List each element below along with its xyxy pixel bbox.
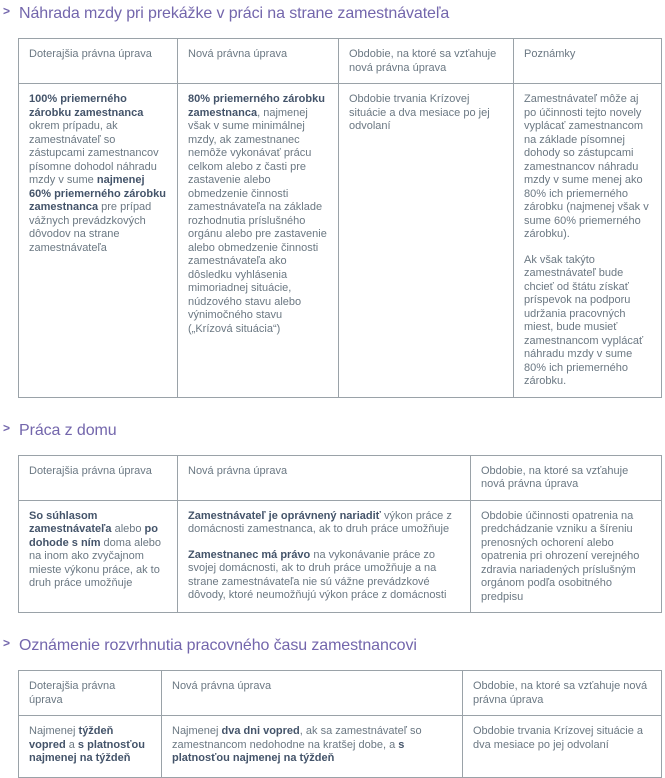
table-nahrada-mzdy <box>18 38 662 398</box>
text-run: pre prípad vážnych prevádzkových dôvodov na strane zamestnávateľa <box>29 201 152 254</box>
column-header: Nová právna úprava <box>178 455 471 500</box>
cell-paragraph <box>524 254 651 389</box>
table-cell <box>514 84 662 398</box>
cell-paragraph <box>29 93 167 255</box>
table-cell <box>339 84 514 398</box>
text-run: 100% priemerného zárobku zamestnanca <box>29 93 144 119</box>
section-title: Náhrada mzdy pri prekážke v práci na strane zamestnávateľa <box>19 5 450 22</box>
table-header-row <box>19 455 662 500</box>
table-body <box>19 500 662 613</box>
text-run: a <box>65 738 78 751</box>
text-run: Najmenej <box>172 725 222 737</box>
table-cell <box>471 500 662 613</box>
column-header: Nová právna úprava <box>178 39 339 84</box>
table-header-row <box>19 39 662 84</box>
text-run: výkon práce z domácnosti zamestnanca, ak to druh práce umožňuje <box>188 509 452 535</box>
section-heading <box>3 636 661 655</box>
text-run: najmenej 60% priemerného zárobku zamestnanca <box>29 174 166 213</box>
cell-paragraph <box>188 93 328 336</box>
section-praca-z-domu <box>3 421 661 614</box>
text-run: So súhlasom zamestnávateľa <box>29 509 112 535</box>
text-run: , najmenej však v sume minimálnej mzdy, ak zamestnanec nemôže vykonávať prácu celkom alebo z časti pre zastavenie alebo obmedzenie činnosti zamestnávateľa na základe rozhodnutia príslušného orgánu alebo pre zastavenie alebo obmedzenie činnosti zamestnávateľa ako dôsledku vyhlásenia mimoriadnej situácie, núdzového stavu alebo výnimočného stavu („Krízová situácia“) <box>188 106 327 335</box>
table-header <box>19 39 662 84</box>
chevron-right-icon: > <box>3 4 11 18</box>
column-header: Obdobie, na ktoré sa vzťahuje nová právna úprava <box>463 671 662 716</box>
cell-paragraph <box>188 549 460 603</box>
cell-paragraph <box>29 725 151 766</box>
section-nahrada-mzdy <box>3 4 661 398</box>
text-run: týždeň vopred <box>29 725 114 751</box>
column-header: Poznámky <box>514 39 662 84</box>
chevron-right-icon: > <box>3 636 11 650</box>
column-header: Doterajšia právna úprava <box>19 671 162 716</box>
table-praca-z-domu <box>18 455 662 614</box>
text-run: 80% priemerného zárobku zamestnanca <box>188 93 325 119</box>
table-cell <box>463 716 662 778</box>
text-run: Zamestnávateľ môže aj po účinnosti tejto novely vyplácať zamestnancom na základe písomnej dohody so zástupcami zamestnancov náhradu mzdy v sume menej ako 80% ich priemerného zárobku (najmenej však v sume 60% priemerného zárobku). <box>524 93 649 240</box>
column-header: Obdobie, na ktoré sa vzťahuje nová právna úprava <box>339 39 514 84</box>
text-run: dva dni vopred <box>221 725 300 737</box>
section-title: Práca z domu <box>19 421 117 439</box>
column-header: Nová právna úprava <box>162 671 463 716</box>
section-heading <box>3 421 661 440</box>
text-run: s platnosťou najmenej na týždeň <box>29 738 145 764</box>
section-heading <box>3 4 661 23</box>
text-run: Obdobie trvania Krízovej situácie a dva mesiace po jej odvolaní <box>349 93 490 132</box>
table-row <box>19 500 662 613</box>
cell-paragraph <box>188 510 460 537</box>
column-header: Obdobie, na ktoré sa vzťahuje nová právna úprava <box>471 455 662 500</box>
table-body <box>19 716 662 778</box>
table-cell <box>19 716 162 778</box>
cell-paragraph <box>29 510 167 591</box>
table-cell <box>19 500 178 613</box>
table-header <box>19 455 662 500</box>
text-run: doma alebo na inom ako zvyčajnom mieste výkonu práce, ak to druh práce umožňuje <box>29 536 162 589</box>
table-cell <box>178 84 339 398</box>
table-row <box>19 716 662 778</box>
text-run: po dohode s ním <box>29 523 158 549</box>
text-run: s platnosťou najmenej na týždeň <box>172 738 405 764</box>
cell-paragraph <box>524 93 651 242</box>
text-run: na vykonávanie práce zo svojej domácnosti, ak to druh práce umožňuje a na strane zamestnávateľa nie sú vážne prevádzkové dôvody, ktoré neumožňujú výkon práce z domácnosti <box>188 548 447 601</box>
column-header: Doterajšia právna úprava <box>19 39 178 84</box>
text-run: alebo <box>111 523 145 535</box>
table-row <box>19 84 662 398</box>
text-run: okrem prípadu, ak zamestnávateľ so zástupcami zamestnancov písomne dohodol náhradu mzdy v sume <box>29 120 159 186</box>
table-cell <box>162 716 463 778</box>
column-header: Doterajšia právna úprava <box>19 455 178 500</box>
text-run: Obdobie účinnosti opatrenia na predchádzanie vzniku a šíreniu prenosných ochorení alebo opatrenia pri ohrození verejného zdravia nariadených príslušným orgánom podľa osobitného predpisu <box>481 509 640 603</box>
table-cell <box>178 500 471 613</box>
text-run: Najmenej <box>29 725 79 737</box>
section-oznamenie-rozvrhnutia <box>3 636 661 778</box>
cell-paragraph <box>172 725 452 766</box>
table-body <box>19 84 662 398</box>
text-run: Ak však takýto zamestnávateľ bude chcieť od štátu získať príspevok na podporu udržania pracovných miest, bude musieť zamestnancom vyplácať náhradu mzdy v sume 80% ich priemerného zárobku. <box>524 253 644 387</box>
text-run: Zamestnanec má právo <box>188 548 311 561</box>
table-oznamenie-rozvrhnutia <box>18 670 662 778</box>
text-run: Obdobie trvania Krízovej situácie a dva mesiace po jej odvolaní <box>473 725 643 751</box>
text-run: Zamestnávateľ je oprávnený nariadiť <box>188 509 381 522</box>
table-header-row <box>19 671 662 716</box>
cell-paragraph <box>349 93 503 134</box>
section-title: Oznámenie rozvrhnutia pracovného času zamestnancovi <box>19 637 417 654</box>
chevron-right-icon: > <box>3 420 11 435</box>
cell-paragraph <box>481 510 651 605</box>
document <box>3 4 661 778</box>
table-header <box>19 671 662 716</box>
text-run: , ak sa zamestnávateľ so zamestnancom nedohodne na kratšej dobe, a <box>172 725 422 751</box>
table-cell <box>19 84 178 398</box>
cell-paragraph <box>473 725 651 752</box>
